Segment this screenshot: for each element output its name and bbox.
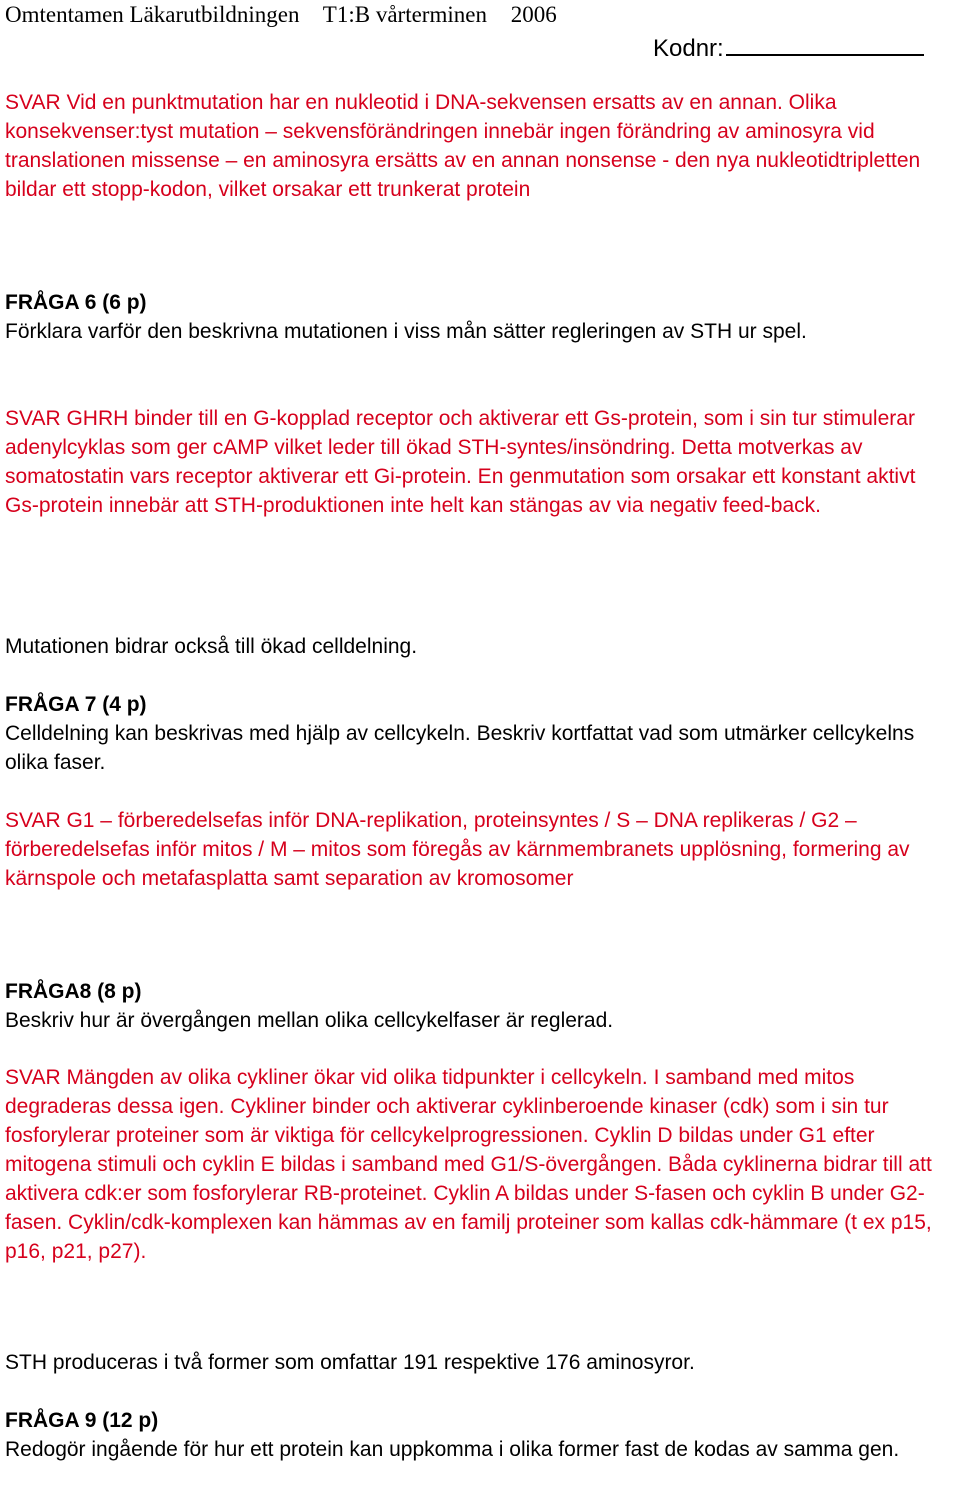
answer-6-text: SVAR GHRH binder till en G-kopplad receptor och aktiverar ett Gs-protein, som i sin tur stimulerar adenylcyklas som ger cAMP vilket leder till ökad STH-syntes/insöndring. Detta motverkas av somatostatin vars receptor aktiverar ett Gi-protein. En genmutation som orsakar ett konstant aktivt Gs-protein innebär att STH-produktionen inte helt kan stängas av via negativ feed-back. [5, 407, 916, 517]
question-8-heading: FRÅGA8 (8 p) [5, 980, 142, 1003]
answer-5 [5, 88, 955, 204]
answer-7-text: SVAR G1 – förberedelsefas inför DNA-replikation, proteinsyntes / S – DNA replikeras / G2 – förberedelsefas inför mitos / M – mitos som föregås av kärnmembranets upplösning, formering av kärnspole och metafasplatta samt separation av kromosomer [5, 809, 910, 890]
exam-term: T1:B vårterminen [322, 2, 487, 27]
question-9-text: Redogör ingående för hur ett protein kan uppkomma i olika former fast de kodas av samma gen. [5, 1438, 900, 1461]
question-8-text: Beskriv hur är övergången mellan olika cellcykelfaser är reglerad. [5, 1009, 614, 1032]
kodnr-label: Kodnr: [653, 35, 724, 62]
answer-5-text: SVAR Vid en punktmutation har en nukleotid i DNA-sekvensen ersatts av en annan. Olika konsekvenser:tyst mutation – sekvensförändringen innebär ingen förändring av aminosyra vid translationen missense – en aminosyra ersätts av en annan nonsense - den nya nukleotidtripletten bildar ett stopp-kodon, vilket orsakar ett trunkerat protein [5, 91, 921, 201]
kodnr-blank-line [726, 30, 924, 56]
question-7-heading: FRÅGA 7 (4 p) [5, 693, 147, 716]
question-6-note: Mutationen bidrar också till ökad celldelning. [5, 635, 418, 658]
exam-year: 2006 [510, 2, 557, 27]
kodnr-field [653, 30, 924, 65]
question-9-intro: STH produceras i två former som omfattar 191 respektive 176 aminosyror. [5, 1351, 695, 1374]
question-9-heading: FRÅGA 9 (12 p) [5, 1409, 159, 1432]
page-header [5, 0, 575, 30]
exam-title: Omtentamen Läkarutbildningen [5, 2, 300, 27]
answer-8-text: SVAR Mängden av olika cykliner ökar vid olika tidpunkter i cellcykeln. I samband med mitos degraderas dessa igen. Cykliner binder och aktiverar cyklinberoende kinaser (cdk) som i sin tur fosforylerar proteiner som är viktiga för cellcykelprogressionen. Cyklin D bildas under G1 efter mitogena stimuli och cyklin E bildas i samband med G1/S-övergången. Båda cyklinerna bidrar till att aktivera cdk:er som fosforylerar RB-proteinet. Cyklin A bildas under S-fasen och cyklin B under G2-fasen. Cyklin/cdk-komplexen kan hämmas av en familj proteiner som kallas cdk-hämmare (t ex p15, p16, p21, p27). [5, 1066, 932, 1263]
question-6-heading: FRÅGA 6 (6 p) [5, 291, 147, 314]
question-6-text: Förklara varför den beskrivna mutationen i viss mån sätter regleringen av STH ur spel. [5, 320, 807, 343]
question-7-text: Celldelning kan beskrivas med hjälp av cellcykeln. Beskriv kortfattat vad som utmärker cellcykelns olika faser. [5, 722, 915, 774]
